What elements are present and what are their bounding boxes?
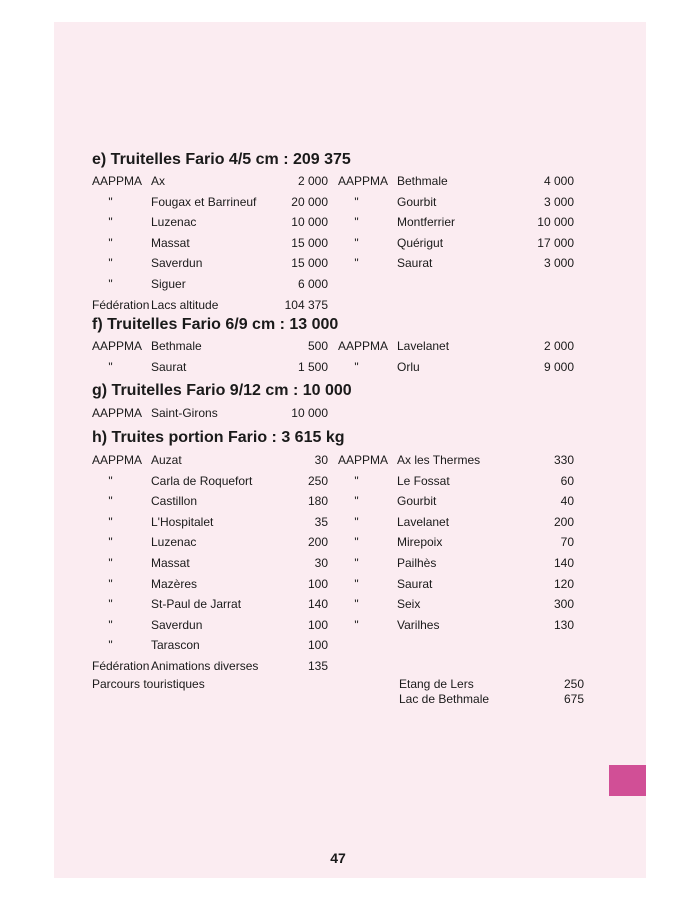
table-row [92, 656, 338, 677]
row-place: Bethmale [397, 174, 448, 188]
table-row [92, 192, 338, 213]
table-row [92, 532, 338, 553]
row-value: 10 000 [291, 215, 328, 230]
row-place: Saverdun [151, 617, 203, 632]
table-row [92, 553, 338, 574]
section-h-left-column [92, 450, 338, 677]
table-row [92, 274, 338, 295]
row-place: Saurat [151, 359, 187, 374]
row-place: Saverdun [151, 256, 203, 271]
row-organization: " [354, 359, 359, 374]
row-organization: " [108, 576, 113, 591]
section-e-right-column [338, 171, 584, 315]
row-place: Mazères [151, 576, 198, 591]
row-place: Lavelanet [397, 339, 450, 354]
row-value: 330 [553, 452, 574, 467]
row-place: Seix [397, 597, 421, 612]
table-row [338, 336, 584, 357]
section-f-left-column [92, 336, 338, 377]
row-organization: " [354, 256, 359, 271]
table-row [338, 212, 584, 233]
table-row [92, 512, 338, 533]
row-organization: " [108, 597, 113, 612]
tourism-routes [92, 677, 584, 707]
table-row [92, 233, 338, 254]
document-content [92, 150, 584, 707]
row-organization: " [108, 235, 113, 250]
row-organization: AAPPMA [338, 452, 389, 467]
tourism-list [399, 677, 584, 707]
table-row [338, 574, 584, 595]
row-value: 3 000 [543, 194, 574, 209]
tourism-item [399, 692, 584, 707]
row-value: 60 [560, 473, 574, 488]
row-organization: AAPPMA [92, 174, 143, 188]
row-organization: " [354, 535, 359, 550]
table-row [92, 357, 338, 378]
row-value: 104 375 [284, 297, 328, 312]
row-place: Massat [151, 235, 190, 250]
row-place: Quérigut [397, 235, 444, 250]
tourism-item-place: Etang de Lers [399, 677, 474, 692]
table-row [338, 512, 584, 533]
table-row [338, 615, 584, 636]
table-row [338, 491, 584, 512]
row-organization: " [108, 617, 113, 632]
table-row [92, 253, 338, 274]
table-row [92, 295, 338, 316]
row-place: Saurat [397, 576, 433, 591]
table-row [92, 491, 338, 512]
table-row [92, 635, 338, 656]
row-value: 100 [307, 617, 328, 632]
section-g-left-column [92, 403, 338, 424]
section-title-h: h) Truites portion Fario : 3 615 kg [92, 428, 345, 446]
table-row [92, 212, 338, 233]
section-h-table [92, 450, 584, 677]
section-g-table [92, 403, 584, 424]
table-row [338, 253, 584, 274]
row-value: 17 000 [537, 235, 574, 250]
table-row [338, 171, 584, 192]
row-place: Lacs altitude [151, 297, 219, 312]
row-place: Massat [151, 555, 190, 570]
table-row [338, 233, 584, 254]
row-value: 135 [307, 658, 328, 673]
tourism-item [399, 677, 584, 692]
table-row [92, 471, 338, 492]
row-value: 10 000 [291, 406, 328, 421]
row-value: 140 [553, 555, 574, 570]
row-place: Auzat [151, 452, 182, 467]
row-value: 300 [553, 597, 574, 612]
row-place: Orlu [397, 359, 420, 374]
row-organization: AAPPMA [92, 452, 143, 467]
row-place: Tarascon [151, 638, 200, 653]
row-organization: " [354, 617, 359, 632]
row-value: 4 000 [543, 174, 574, 188]
row-organization: " [354, 494, 359, 509]
row-value: 180 [307, 494, 328, 509]
row-place: Saurat [397, 256, 433, 271]
row-place: Gourbit [397, 494, 437, 509]
section-title-f: f) Truitelles Fario 6/9 cm : 13 000 [92, 316, 339, 334]
row-place: Luzenac [151, 215, 197, 230]
table-row [92, 594, 338, 615]
row-organization: " [108, 473, 113, 488]
section-h-right-column [338, 450, 584, 677]
row-organization: " [354, 514, 359, 529]
row-organization: " [108, 514, 113, 529]
section-title-g: g) Truitelles Fario 9/12 cm : 10 000 [92, 382, 352, 400]
row-organization: AAPPMA [92, 339, 143, 354]
row-place: Mirepoix [397, 535, 443, 550]
row-organization: " [354, 555, 359, 570]
row-value: 70 [560, 535, 574, 550]
row-organization: " [354, 215, 359, 230]
row-value: 1 500 [297, 359, 328, 374]
section-g-right-column [338, 403, 584, 424]
table-row [92, 336, 338, 357]
row-place: Carla de Roquefort [151, 473, 253, 488]
row-organization: Fédération [92, 658, 150, 673]
row-place: Fougax et Barrineuf [151, 194, 257, 209]
row-value: 100 [307, 638, 328, 653]
tourism-item-value: 675 [563, 692, 584, 707]
row-organization: AAPPMA [338, 174, 389, 188]
row-value: 140 [307, 597, 328, 612]
row-organization: " [354, 576, 359, 591]
row-organization: " [108, 256, 113, 271]
table-row [92, 615, 338, 636]
row-organization: Fédération [92, 297, 150, 312]
row-place: Gourbit [397, 194, 437, 209]
table-row [338, 357, 584, 378]
table-row [338, 192, 584, 213]
row-value: 130 [553, 617, 574, 632]
row-value: 250 [307, 473, 328, 488]
row-value: 200 [553, 514, 574, 529]
row-place: Montferrier [397, 215, 456, 230]
row-value: 10 000 [537, 215, 574, 230]
row-value: 6 000 [297, 276, 328, 291]
table-row [338, 594, 584, 615]
row-place: L'Hospitalet [151, 514, 214, 529]
row-place: Animations diverses [151, 658, 259, 673]
row-value: 30 [314, 452, 328, 467]
row-place: Bethmale [151, 339, 202, 354]
row-place: Pailhès [397, 555, 437, 570]
table-row [338, 450, 584, 471]
row-place: Ax [151, 174, 166, 188]
row-value: 40 [560, 494, 574, 509]
table-row [338, 532, 584, 553]
row-place: Lavelanet [397, 514, 450, 529]
table-row [92, 403, 338, 424]
row-organization: " [108, 194, 113, 209]
row-organization: AAPPMA [92, 406, 143, 421]
row-place: Siguer [151, 276, 186, 291]
row-organization: " [108, 359, 113, 374]
row-value: 35 [314, 514, 328, 529]
tourism-item-place: Lac de Bethmale [399, 692, 490, 707]
row-value: 3 000 [543, 256, 574, 271]
row-place: Varilhes [397, 617, 440, 632]
row-value: 2 000 [297, 174, 328, 188]
row-place: St-Paul de Jarrat [151, 597, 242, 612]
table-row [92, 171, 338, 192]
row-place: Castillon [151, 494, 198, 509]
table-row [338, 553, 584, 574]
row-organization: " [354, 235, 359, 250]
row-organization: " [354, 194, 359, 209]
row-value: 2 000 [543, 339, 574, 354]
row-value: 9 000 [543, 359, 574, 374]
row-value: 20 000 [291, 194, 328, 209]
tourism-label: Parcours touristiques [92, 677, 205, 692]
row-value: 500 [307, 339, 328, 354]
row-place: Le Fossat [397, 473, 450, 488]
row-value: 120 [553, 576, 574, 591]
row-organization: " [108, 276, 113, 291]
row-organization: " [354, 473, 359, 488]
row-organization: " [354, 597, 359, 612]
chapter-tab-marker [609, 765, 646, 796]
row-value: 30 [314, 555, 328, 570]
row-value: 100 [307, 576, 328, 591]
section-f-table [92, 336, 584, 377]
section-f-right-column [338, 336, 584, 377]
row-organization: AAPPMA [338, 339, 389, 354]
row-organization: " [108, 555, 113, 570]
page-number: 47 [330, 850, 346, 866]
table-row [92, 574, 338, 595]
row-organization: " [108, 535, 113, 550]
section-title-e: e) Truitelles Fario 4/5 cm : 209 375 [92, 151, 351, 168]
tourism-item-value: 250 [563, 677, 584, 692]
section-e-table [92, 171, 584, 315]
row-place: Saint-Girons [151, 406, 218, 421]
row-value: 15 000 [291, 235, 328, 250]
row-place: Ax les Thermes [397, 452, 481, 467]
row-place: Luzenac [151, 535, 197, 550]
row-organization: " [108, 494, 113, 509]
row-organization: " [108, 215, 113, 230]
row-value: 200 [307, 535, 328, 550]
row-organization: " [108, 638, 113, 653]
table-row [92, 450, 338, 471]
section-e-left-column [92, 171, 338, 315]
table-row [338, 471, 584, 492]
row-value: 15 000 [291, 256, 328, 271]
